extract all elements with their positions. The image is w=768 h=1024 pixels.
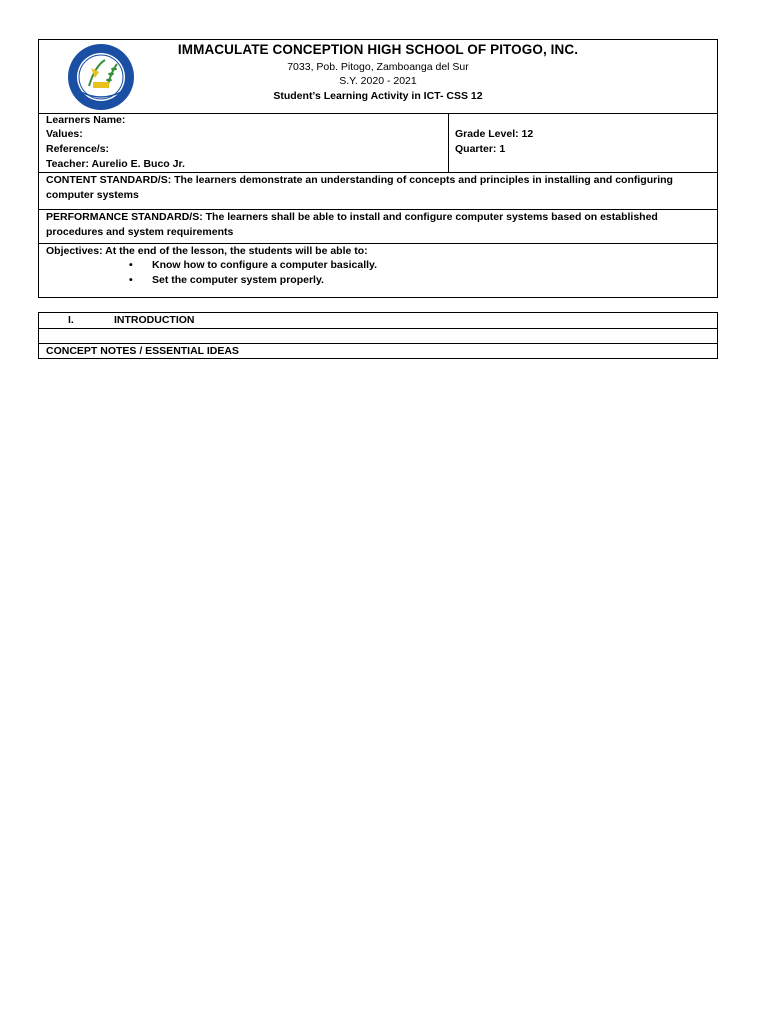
teacher-field: Teacher: Aurelio E. Buco Jr.	[46, 158, 185, 170]
objectives-row	[38, 243, 718, 298]
objective-item: • Know how to configure a computer basically.	[129, 259, 377, 271]
section-title: INTRODUCTION	[114, 314, 195, 326]
school-name: IMMACULATE CONCEPTION HIGH SCHOOL OF PITOGO, INC.	[177, 42, 579, 57]
content-standard-row	[38, 172, 718, 210]
references-field[interactable]: Reference/s:	[46, 143, 110, 155]
content-standard-text: CONTENT STANDARD/S: The learners demonstrate an understanding of concepts and principles in installing and configuring computer systems	[46, 174, 673, 201]
performance-standard-text: PERFORMANCE STANDARD/S: The learners shall be able to install and configure computer systems based on established procedures and system requirements	[46, 211, 658, 238]
objective-item: • Set the computer system properly.	[129, 274, 324, 286]
activity-title: Student’s Learning Activity in ICT- CSS 12	[273, 90, 483, 102]
grade-level-field: Grade Level: 12	[455, 128, 534, 140]
school-year: S.Y. 2020 - 2021	[339, 75, 417, 87]
section-number: I.	[68, 314, 74, 326]
introduction-blank-row[interactable]	[39, 328, 717, 344]
objectives-heading: Objectives: At the end of the lesson, the students will be able to:	[46, 245, 368, 257]
quarter-field: Quarter: 1	[455, 143, 506, 155]
student-info-left	[39, 114, 449, 172]
student-info-table	[38, 113, 718, 173]
introduction-section	[38, 312, 718, 359]
concept-notes-heading: CONCEPT NOTES / ESSENTIAL IDEAS	[46, 345, 239, 357]
learners-name-field[interactable]: Learners Name:	[46, 114, 126, 126]
values-field[interactable]: Values:	[46, 128, 83, 140]
performance-standard-row	[38, 209, 718, 244]
document-header	[38, 39, 718, 114]
school-address: 7033, Pob. Pitogo, Zamboanga del Sur	[287, 61, 469, 73]
introduction-header-row	[39, 313, 717, 329]
